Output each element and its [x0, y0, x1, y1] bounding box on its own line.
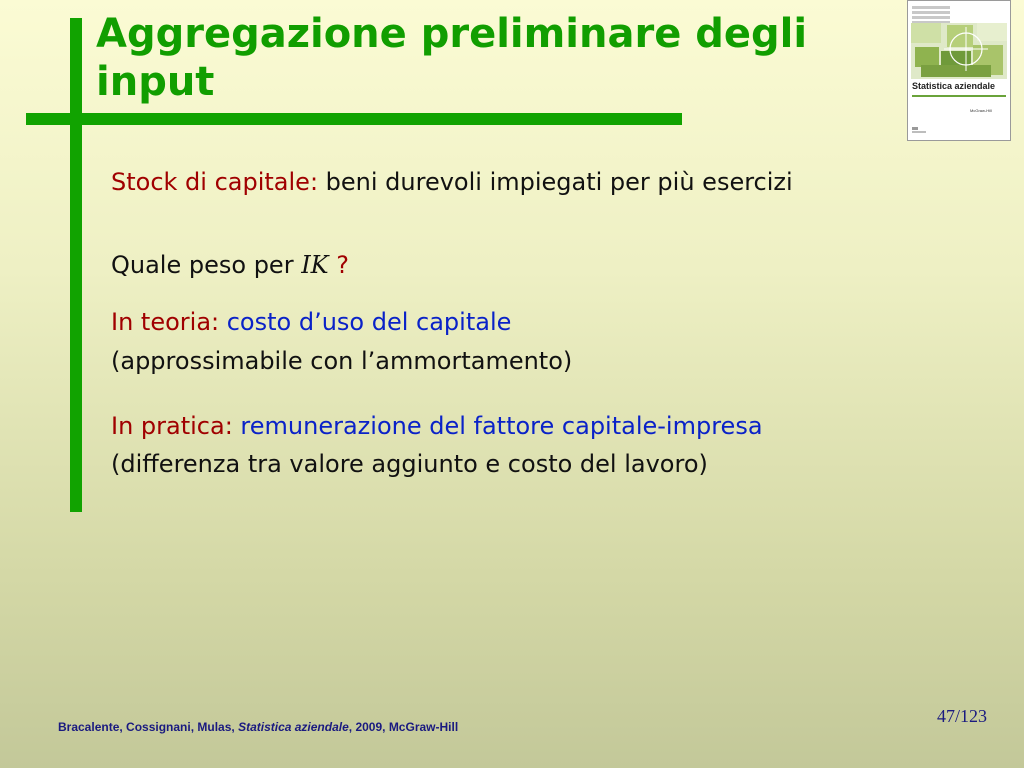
footer-authors: Bracalente, Cossignani, Mulas, [58, 720, 239, 734]
page-number: 47/123 [937, 706, 988, 726]
label-in-pratica: In pratica: [111, 412, 233, 440]
cover-publisher: McGraw-Hill [970, 108, 992, 113]
book-cover-image [907, 0, 1011, 141]
cover-logo-icon [912, 125, 930, 135]
cover-authors [912, 6, 972, 22]
footer-rest: , 2009, McGraw-Hill [348, 720, 459, 734]
text-line-in-pratica [111, 412, 763, 440]
cover-rule [912, 95, 1006, 97]
symbol-ik: IK [301, 251, 329, 279]
vertical-accent-bar [70, 18, 82, 512]
label-stock-di-capitale: Stock di capitale: [111, 168, 319, 196]
cover-photo [911, 23, 1007, 79]
text-costo-uso: costo d’uso del capitale [219, 308, 512, 336]
text-line-in-teoria [111, 308, 511, 336]
cover-title: Statistica aziendale [912, 81, 996, 91]
text-quale-peso: Quale peso per [111, 251, 302, 279]
text-approssimabile: (approssimabile con l’ammortamento) [111, 347, 573, 375]
horizontal-accent-bar [26, 113, 682, 125]
text-beni-durevoli: beni durevoli impiegati per più esercizi [318, 168, 793, 196]
text-line-quale-peso [111, 251, 349, 279]
text-remunerazione: remunerazione del fattore capitale-impresa [232, 412, 763, 440]
slide-title: Aggregazione preliminare degli input [96, 11, 808, 105]
text-line-ammortamento [111, 347, 572, 375]
label-in-teoria: In teoria: [111, 308, 220, 336]
text-line-differenza [111, 450, 708, 478]
text-line-stock [111, 168, 793, 196]
text-differenza: (differenza tra valore aggiunto e costo del lavoro) [111, 450, 708, 478]
footer-citation [58, 720, 458, 734]
footer-book: Statistica aziendale [238, 720, 349, 734]
question-mark: ? [328, 251, 349, 279]
